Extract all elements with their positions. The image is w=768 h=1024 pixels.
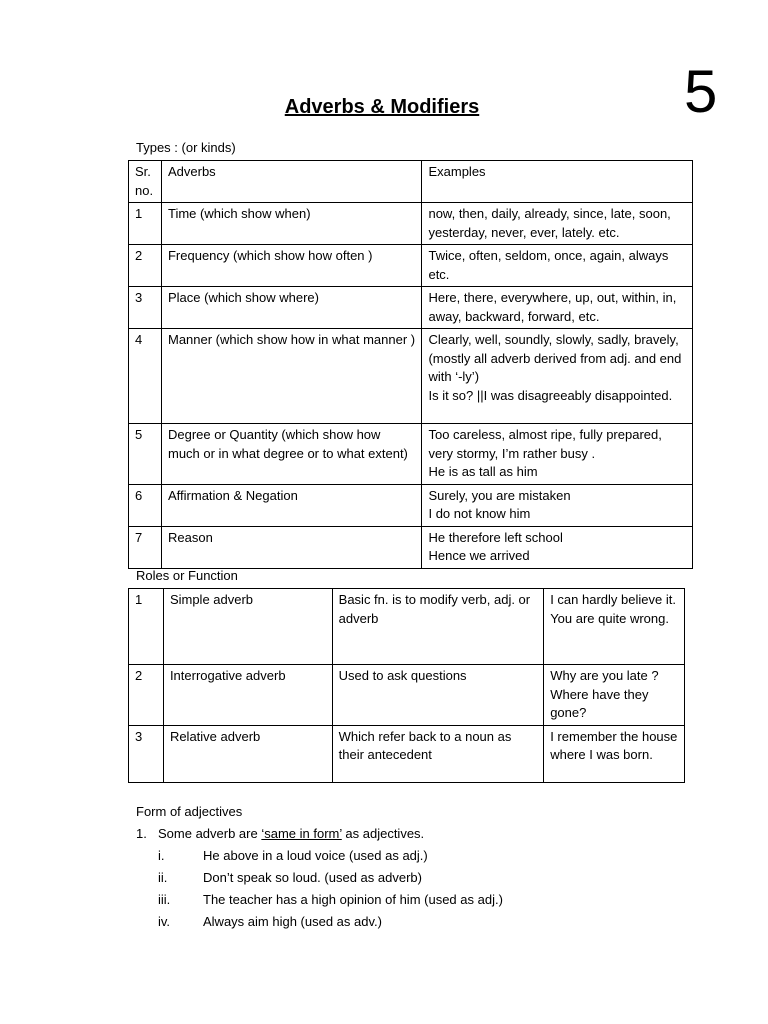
row-sr: 7 [129,526,162,568]
sub-item [158,870,422,890]
row-examples [422,329,693,424]
rule-text-after: as adjectives. [341,826,425,841]
example-line: Is it so? ||I was disagreeably disappointed. [428,387,673,403]
role-desc: Basic fn. is to modify verb, adj. or adverb [332,589,544,665]
row-examples [422,245,693,287]
row-examples [422,287,693,329]
sub-item-numeral: i. [158,848,165,863]
table-row [129,203,693,245]
page-title: Adverbs & Modifiers [284,96,480,118]
header-sr: Sr. no. [129,161,162,203]
example-line: He is as tall as him [428,464,538,479]
table-row [129,329,693,424]
sub-item-text: Don’t speak so loud. (used as adverb) [203,870,422,885]
example-line: Twice, often, seldom, once, again, always etc. [428,248,669,282]
role-examples [544,665,685,726]
table-row [129,665,685,726]
row-adverb: Place (which show where) [161,287,421,329]
row-examples [422,424,693,485]
sub-item-numeral: iii. [158,892,171,907]
example-line: He therefore left school [428,529,563,545]
row-examples [422,203,693,245]
types-label: Types : (or kinds) [136,140,236,155]
page-number: 5 [684,58,718,125]
row-adverb: Degree or Quantity (which show how much or in what degree or to what extent) [161,424,421,485]
sub-item-text: Always aim high (used as adv.) [203,914,382,929]
row-sr: 1 [129,203,162,245]
role-sr: 1 [129,589,164,665]
sub-item-text: The teacher has a high opinion of him (used as adj.) [203,892,503,907]
table-row [129,245,693,287]
example-line: Here, there, everywhere, up, out, within, in, away, backward, forward, etc. [428,290,677,324]
example-line: now, then, daily, already, since, late, soon, yesterday, never, ever, lately. etc. [428,206,671,240]
types-header-row [129,161,693,203]
rule-item [136,826,424,841]
row-sr: 5 [129,424,162,485]
sub-item [158,892,503,912]
rule-text-before: Some adverb are [158,826,262,841]
header-examples: Examples [422,161,693,203]
table-row [129,526,693,568]
sub-item [158,914,382,934]
row-adverb: Time (which show when) [161,203,421,245]
roles-label: Roles or Function [136,568,238,583]
table-row [129,484,693,526]
role-name: Simple adverb [163,589,332,665]
role-desc: Used to ask questions [332,665,544,726]
sub-item-numeral: iv. [158,914,171,929]
sub-item [158,848,428,868]
row-sr: 2 [129,245,162,287]
example-line: Where have they gone? [550,686,649,720]
row-sr: 3 [129,287,162,329]
example-line: where I was born. [550,747,653,762]
form-of-adjectives-label: Form of adjectives [136,804,243,819]
example-line: You are quite wrong. [550,610,669,626]
row-adverb: Reason [161,526,421,568]
role-examples [544,589,685,665]
table-row [129,287,693,329]
header-adverbs: Adverbs [161,161,421,203]
role-sr: 2 [129,665,164,726]
table-row [129,424,693,485]
example-line: Why are you late ? [550,668,659,683]
example-line: Clearly, well, soundly, slowly, sadly, bravely, (mostly all adverb derived from adj. and end with ‘-ly’) [428,332,682,384]
rule-highlight: ‘same in form’ [261,826,342,841]
types-table [128,160,693,569]
role-sr: 3 [129,725,164,782]
example-line: I remember the house [550,728,678,744]
table-row [129,589,685,665]
role-name: Relative adverb [163,725,332,782]
example-line: I do not know him [428,506,531,521]
row-adverb: Affirmation & Negation [161,484,421,526]
row-sr: 6 [129,484,162,526]
role-examples [544,725,685,782]
sub-item-numeral: ii. [158,870,168,885]
row-sr: 4 [129,329,162,424]
role-name: Interrogative adverb [163,665,332,726]
example-line: I can hardly believe it. [550,592,676,607]
role-desc: Which refer back to a noun as their antecedent [332,725,544,782]
rule-number: 1. [136,826,147,841]
example-line: Hence we arrived [428,548,530,563]
sub-item-text: He above in a loud voice (used as adj.) [203,848,428,863]
row-examples [422,526,693,568]
example-line: Too careless, almost ripe, fully prepared, very stormy, I’m rather busy . [428,427,662,461]
example-line: Surely, you are mistaken [428,487,571,503]
row-examples [422,484,693,526]
table-row [129,725,685,782]
row-adverb: Manner (which show how in what manner ) [161,329,421,424]
roles-table [128,588,685,783]
row-adverb: Frequency (which show how often ) [161,245,421,287]
